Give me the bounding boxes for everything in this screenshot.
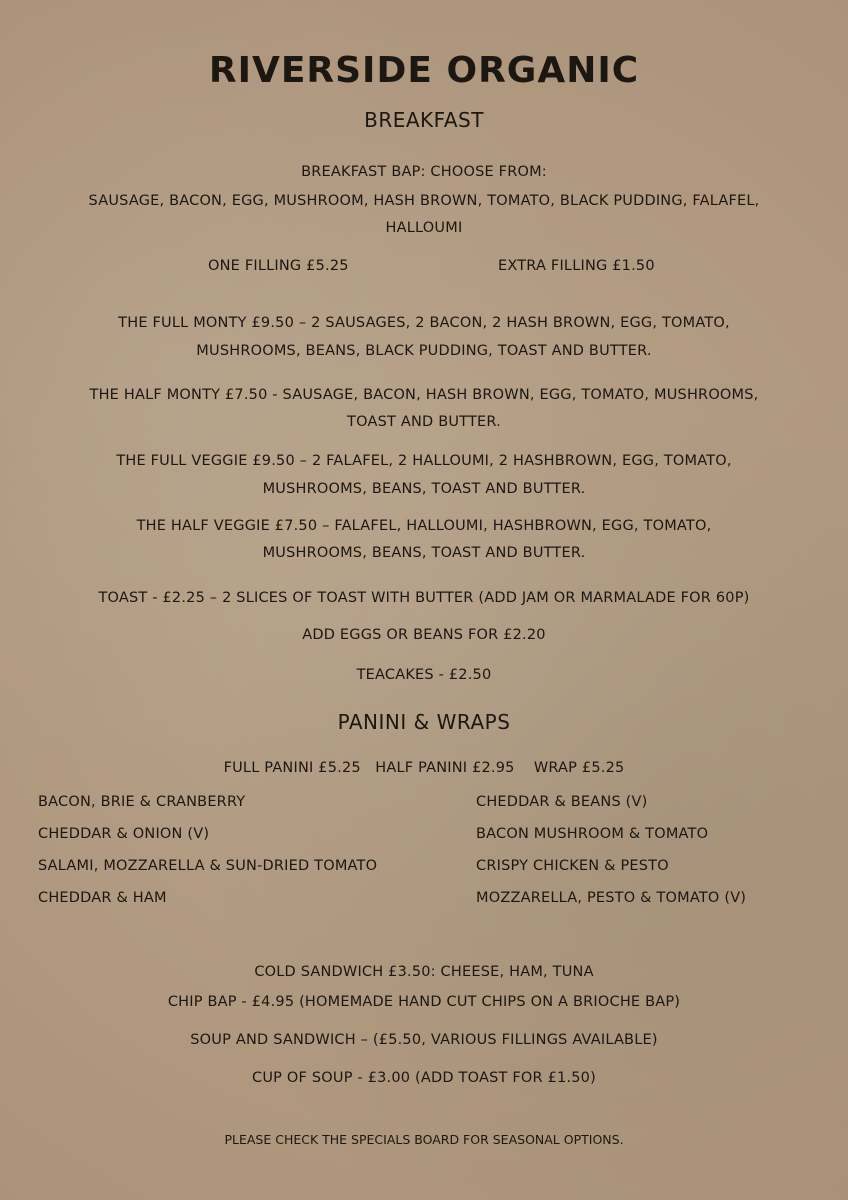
half-monty-line1: THE HALF MONTY £7.50 - SAUSAGE, BACON, HASH BROWN, EGG, TOMATO, MUSHROOMS,: [89, 387, 759, 403]
specials-note: PLEASE CHECK THE SPECIALS BOARD FOR SEASONAL OPTIONS.: [224, 1132, 624, 1147]
bap-options-line2: HALLOUMI: [385, 220, 463, 236]
menu-title: RIVERSIDE ORGANIC: [208, 50, 640, 91]
one-filling-price: ONE FILLING £5.25: [208, 258, 349, 274]
panini-left-item: CHEDDAR & HAM: [38, 890, 167, 906]
panini-prices: FULL PANINI £5.25 HALF PANINI £2.95 WRAP £5.25: [223, 760, 625, 776]
full-monty-line1: THE FULL MONTY £9.50 – 2 SAUSAGES, 2 BACON, 2 HASH BROWN, EGG, TOMATO,: [118, 315, 730, 331]
panini-right-item: MOZZARELLA, PESTO & TOMATO (V): [476, 890, 747, 906]
chip-bap-item: CHIP BAP - £4.95 (HOMEMADE HAND CUT CHIPS ON A BRIOCHE BAP): [167, 994, 681, 1010]
panini-right-item: BACON MUSHROOM & TOMATO: [476, 826, 709, 842]
half-monty-line2: TOAST AND BUTTER.: [347, 414, 501, 430]
breakfast-heading: BREAKFAST: [364, 108, 484, 132]
teacakes-item: TEACAKES - £2.50: [356, 667, 492, 683]
add-eggs-item: ADD EGGS OR BEANS FOR £2.20: [302, 627, 546, 643]
extra-filling-price: EXTRA FILLING £1.50: [498, 258, 655, 274]
panini-left-item: CHEDDAR & ONION (V): [38, 826, 210, 842]
cold-sandwich-item: COLD SANDWICH £3.50: CHEESE, HAM, TUNA: [254, 964, 594, 980]
panini-left-item: SALAMI, MOZZARELLA & SUN-DRIED TOMATO: [38, 858, 378, 874]
panini-heading: PANINI & WRAPS: [337, 710, 511, 734]
panini-right-item: CRISPY CHICKEN & PESTO: [476, 858, 669, 874]
bap-options-line1: SAUSAGE, BACON, EGG, MUSHROOM, HASH BROWN, TOMATO, BLACK PUDDING, FALAFEL,: [88, 193, 760, 209]
panini-left-item: BACON, BRIE & CRANBERRY: [38, 794, 246, 810]
full-veggie-line1: THE FULL VEGGIE £9.50 – 2 FALAFEL, 2 HALLOUMI, 2 HASHBROWN, EGG, TOMATO,: [116, 453, 732, 469]
panini-right-item: CHEDDAR & BEANS (V): [476, 794, 648, 810]
soup-sandwich-item: SOUP AND SANDWICH – (£5.50, VARIOUS FILLINGS AVAILABLE): [190, 1032, 658, 1048]
half-veggie-line2: MUSHROOMS, BEANS, TOAST AND BUTTER.: [262, 545, 586, 561]
toast-item: TOAST - £2.25 – 2 SLICES OF TOAST WITH BUTTER (ADD JAM OR MARMALADE FOR 60P): [98, 590, 750, 606]
half-veggie-line1: THE HALF VEGGIE £7.50 – FALAFEL, HALLOUMI, HASHBROWN, EGG, TOMATO,: [136, 518, 712, 534]
full-veggie-line2: MUSHROOMS, BEANS, TOAST AND BUTTER.: [262, 481, 586, 497]
cup-of-soup-item: CUP OF SOUP - £3.00 (ADD TOAST FOR £1.50): [252, 1070, 596, 1086]
full-monty-line2: MUSHROOMS, BEANS, BLACK PUDDING, TOAST AND BUTTER.: [196, 343, 652, 359]
bap-intro: BREAKFAST BAP: CHOOSE FROM:: [301, 164, 547, 180]
